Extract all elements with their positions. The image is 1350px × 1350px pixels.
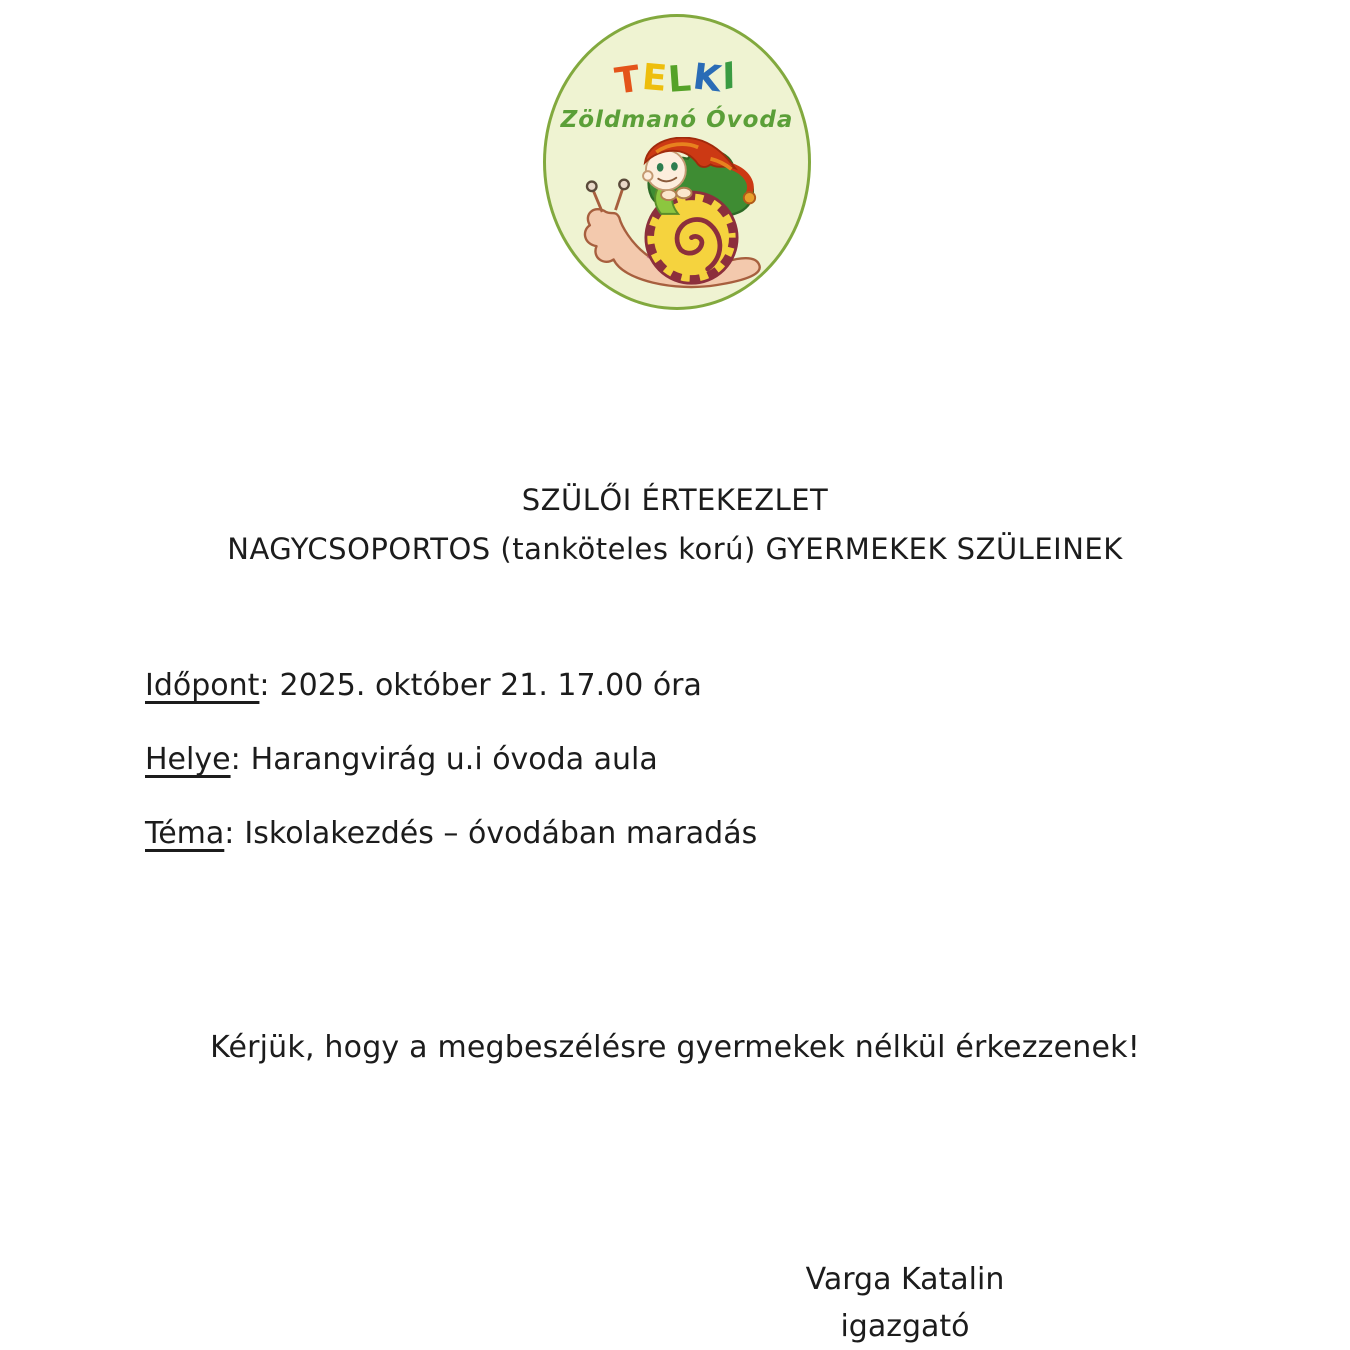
detail-row-topic bbox=[145, 816, 757, 851]
signature-name: Varga Katalin bbox=[805, 1262, 1005, 1297]
detail-value-time: 2025. október 21. 17.00 óra bbox=[279, 668, 702, 703]
detail-separator: : bbox=[230, 742, 241, 777]
request-message: Kérjük, hogy a megbeszélésre gyermekek nélkül érkezzenek! bbox=[210, 1030, 1140, 1065]
detail-label-place: Helye bbox=[145, 742, 231, 777]
detail-separator: : bbox=[259, 668, 270, 703]
gnome-on-snail-illustration bbox=[568, 137, 796, 305]
meeting-details bbox=[145, 668, 757, 890]
detail-value-place: Harangvirág u.i óvoda aula bbox=[250, 742, 658, 777]
detail-row-place bbox=[145, 742, 757, 777]
signature-role: igazgató bbox=[840, 1309, 970, 1344]
logo-wordmark bbox=[546, 54, 808, 103]
title-line-2: NAGYCSOPORTOS (tanköteles korú) GYERMEKEK SZÜLEINEK bbox=[227, 532, 1123, 566]
logo-letter-t: T bbox=[612, 58, 645, 103]
signature-block bbox=[775, 1256, 1035, 1350]
detail-label-topic: Téma bbox=[145, 816, 225, 851]
detail-row-time bbox=[145, 668, 757, 703]
logo-letter-i: I bbox=[718, 54, 743, 99]
detail-value-topic: Iskolakezdés – óvodában maradás bbox=[244, 816, 758, 851]
logo-subtitle: Zöldmanó Óvoda bbox=[560, 107, 794, 133]
detail-separator: : bbox=[224, 816, 235, 851]
logo-letter-l: L bbox=[667, 58, 695, 101]
logo-letter-e: E bbox=[640, 56, 671, 101]
title-line-1: SZÜLŐI ÉRTEKEZLET bbox=[521, 483, 829, 517]
detail-label-time: Időpont bbox=[145, 668, 260, 703]
logo-letter-k: K bbox=[691, 56, 726, 101]
kindergarten-logo bbox=[543, 14, 811, 310]
notice-title bbox=[0, 476, 1350, 574]
